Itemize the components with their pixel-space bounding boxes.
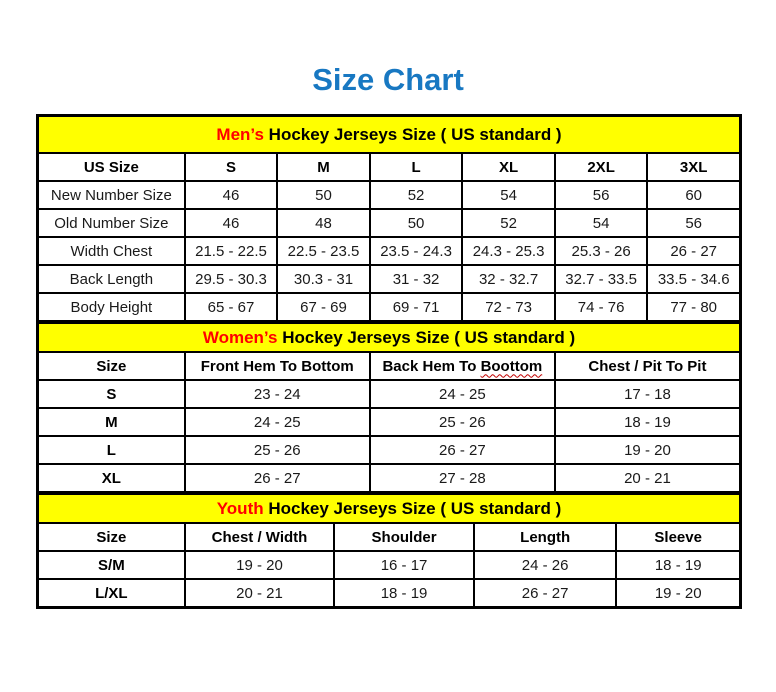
mens-section-banner <box>38 116 740 153</box>
table-row <box>38 408 740 436</box>
column-header: US Size <box>38 153 185 181</box>
column-header: Size <box>38 523 185 551</box>
cell: 50 <box>370 209 463 237</box>
column-header: Front Hem To Bottom <box>185 352 370 380</box>
column-header: Size <box>38 352 185 380</box>
table-row <box>38 293 740 321</box>
row-label: New Number Size <box>38 181 185 209</box>
table-row <box>38 380 740 408</box>
mens-banner-row <box>38 116 740 153</box>
cell: 65 - 67 <box>185 293 278 321</box>
row-label: Width Chest <box>38 237 185 265</box>
table-row <box>38 237 740 265</box>
table-row <box>38 464 740 492</box>
womens-header-row <box>38 352 740 380</box>
table-row <box>38 436 740 464</box>
cell: 52 <box>462 209 555 237</box>
cell: 18 - 19 <box>334 579 474 607</box>
cell: 26 - 27 <box>370 436 555 464</box>
cell: 16 - 17 <box>334 551 474 579</box>
column-header: Chest / Width <box>185 523 335 551</box>
table-row <box>38 551 740 579</box>
cell: 20 - 21 <box>555 464 740 492</box>
column-header: Shoulder <box>334 523 474 551</box>
cell: 19 - 20 <box>555 436 740 464</box>
cell: 30.3 - 31 <box>277 265 370 293</box>
column-header: Chest / Pit To Pit <box>555 352 740 380</box>
column-header: S <box>185 153 278 181</box>
cell: 27 - 28 <box>370 464 555 492</box>
row-label: S/M <box>38 551 185 579</box>
youth-banner-highlight: Youth <box>216 498 264 518</box>
cell: 24 - 25 <box>185 408 370 436</box>
column-header: 3XL <box>647 153 740 181</box>
cell: 23 - 24 <box>185 380 370 408</box>
mens-header-row <box>38 153 740 181</box>
womens-size-table <box>37 322 741 493</box>
cell: 74 - 76 <box>555 293 648 321</box>
row-label: Old Number Size <box>38 209 185 237</box>
column-header <box>370 352 555 380</box>
cell: 31 - 32 <box>370 265 463 293</box>
table-row <box>38 265 740 293</box>
cell: 32.7 - 33.5 <box>555 265 648 293</box>
cell: 23.5 - 24.3 <box>370 237 463 265</box>
cell: 25.3 - 26 <box>555 237 648 265</box>
youth-size-table <box>37 493 741 608</box>
mens-size-table <box>37 115 741 322</box>
womens-banner-row <box>38 323 740 352</box>
cell: 17 - 18 <box>555 380 740 408</box>
column-header: 2XL <box>555 153 648 181</box>
cell: 25 - 26 <box>185 436 370 464</box>
cell: 52 <box>370 181 463 209</box>
table-row <box>38 209 740 237</box>
cell: 19 - 20 <box>616 579 740 607</box>
cell: 24 - 25 <box>370 380 555 408</box>
cell: 72 - 73 <box>462 293 555 321</box>
cell: 56 <box>647 209 740 237</box>
cell: 21.5 - 22.5 <box>185 237 278 265</box>
cell: 18 - 19 <box>555 408 740 436</box>
youth-banner-row <box>38 494 740 523</box>
youth-banner-text: Hockey Jerseys Size ( US standard ) <box>263 498 562 518</box>
row-label: M <box>38 408 185 436</box>
cell: 20 - 21 <box>185 579 335 607</box>
column-header: L <box>370 153 463 181</box>
cell: 69 - 71 <box>370 293 463 321</box>
mens-banner-highlight: Men’s <box>216 124 264 144</box>
column-header: Length <box>474 523 617 551</box>
cell: 24.3 - 25.3 <box>462 237 555 265</box>
cell: 22.5 - 23.5 <box>277 237 370 265</box>
cell: 26 - 27 <box>185 464 370 492</box>
cell: 33.5 - 34.6 <box>647 265 740 293</box>
column-header-text: Back Hem To <box>382 357 481 375</box>
cell: 54 <box>555 209 648 237</box>
row-label: Back Length <box>38 265 185 293</box>
cell: 25 - 26 <box>370 408 555 436</box>
row-label: L/XL <box>38 579 185 607</box>
misspelled-word: Boottom <box>480 357 543 375</box>
womens-banner-text: Hockey Jerseys Size ( US standard ) <box>277 327 576 347</box>
cell: 46 <box>185 209 278 237</box>
cell: 56 <box>555 181 648 209</box>
table-row <box>38 579 740 607</box>
cell: 77 - 80 <box>647 293 740 321</box>
cell: 50 <box>277 181 370 209</box>
mens-banner-text: Hockey Jerseys Size ( US standard ) <box>263 124 562 144</box>
cell: 46 <box>185 181 278 209</box>
cell: 32 - 32.7 <box>462 265 555 293</box>
cell: 19 - 20 <box>185 551 335 579</box>
cell: 67 - 69 <box>277 293 370 321</box>
row-label: Body Height <box>38 293 185 321</box>
row-label: S <box>38 380 185 408</box>
youth-header-row <box>38 523 740 551</box>
cell: 29.5 - 30.3 <box>185 265 278 293</box>
column-header: Sleeve <box>616 523 740 551</box>
cell: 26 - 27 <box>474 579 617 607</box>
page-title: Size Chart <box>312 62 464 97</box>
youth-section-banner <box>38 494 740 523</box>
womens-banner-highlight: Women’s <box>202 327 278 347</box>
row-label: L <box>38 436 185 464</box>
column-header: XL <box>462 153 555 181</box>
column-header: M <box>277 153 370 181</box>
cell: 48 <box>277 209 370 237</box>
cell: 60 <box>647 181 740 209</box>
cell: 24 - 26 <box>474 551 617 579</box>
table-row <box>38 181 740 209</box>
womens-section-banner <box>38 323 740 352</box>
size-chart <box>36 114 742 609</box>
cell: 54 <box>462 181 555 209</box>
cell: 26 - 27 <box>647 237 740 265</box>
cell: 18 - 19 <box>616 551 740 579</box>
row-label: XL <box>38 464 185 492</box>
